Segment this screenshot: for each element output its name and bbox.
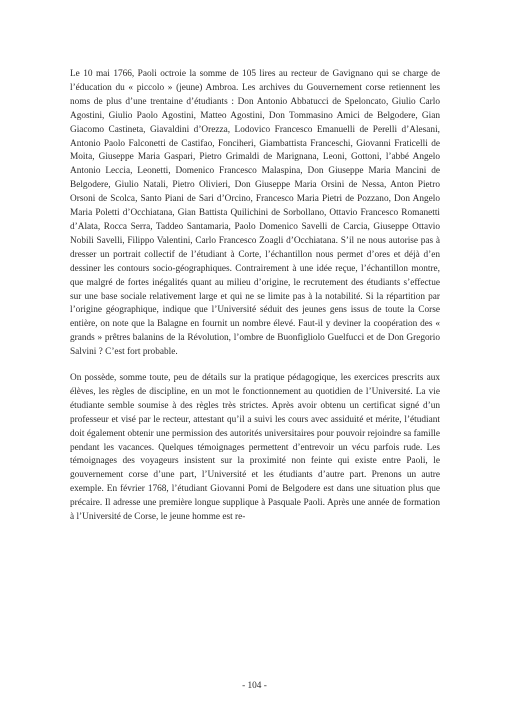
page-number: - 104 -	[242, 681, 267, 691]
paragraph-2: On possède, somme toute, peu de détails sur la pratique pédagogique, les exercices prescrits aux élèves, les règles de discipline, en un mot le fonctionnement au quotidien de l’Université. La vie étudiante semble soumise à des règles très strictes. Après avoir obtenu un certificat signé d’un professeur et visé par le recteur, attestant qu’il a suivi les cours avec assiduité et mérite, l’étudiant doit également obtenir une permission des autorités universitaires pour pouvoir rejoindre sa famille pendant les vacances. Quelques témoignages permettent d’entrevoir un vécu parfois rude. Les témoignages des voyageurs insistent sur la proximité non feinte qui existe entre Paoli, le gouvernement corse d’une part, l’Université et les étudiants d’autre part. Prenons un autre exemple. En février 1768, l’étudiant Giovanni Pomi de Belgodere est dans une situation plus que précaire. Il adresse une première longue supplique à Pasquale Paoli. Après une année de formation à l’Université de Corse, le jeune homme est re-	[70, 373, 440, 523]
paragraph-1: Le 10 mai 1766, Paoli octroie la somme de 105 lires au recteur de Gavignano qui se charge de l’éducation du « piccolo » (jeune) Ambroa. Les archives du Gouvernement corse retiennent les noms de plus d’une trentaine d’étudiants : Don Antonio Abbatucci de Speloncato, Giulio Carlo Agostini, Giulio Paolo Agostini, Matteo Agostini, Don Tommasino Amici de Belgodere, Gian Giacomo Castineta, Giavaldini d’Orezza, Lodovico Francesco Emanuelli de Perelli d’Alesani, Antonio Paolo Falconetti de Castifao, Fonciheri, Giambattista Franceschi, Giovanni Fraticelli de Moita, Giuseppe Maria Gaspari, Pietro Grimaldi de Marignana, Leoni, Gottoni, l’abbé Angelo Antonio Leccia, Leonetti, Domenico Francesco Malaspina, Don Giuseppe Maria Mancini de Belgodere, Giulio Natali, Pietro Olivieri, Don Giuseppe Maria Orsini de Nessa, Anton Pietro Orsoni de Scolca, Santo Piani de Sari d’Orcino, Francesco Maria Pietri de Pozzano, Don Angelo Maria Poletti d’Occhiatana, Gian Battista Quilichini de Sorbollano, Ottavio Francesco Romanetti d’Alata, Rocca Serra, Taddeo Santamaria, Paolo Domenico Savelli de Carcia, Giuseppe Ottavio Nobili Savelli, Filippo Valentini, Carlo Francesco Zoagli d’Occhiatana. S’il ne nous autorise pas à dresser un portrait collectif de l’étudiant à Corte, l’échantillon nous permet d’ores et déjà d’en dessiner les contours socio-géographiques. Contrairement à une idée reçue, l’échantillon montre, que malgré de fortes inégalités quant au milieu d’origine, le recrutement des étudiants s’effectue sur une base sociale relativement large et qui ne se limite pas à la notabilité. Si la répartition par l’origine géographique, indique que l’Université séduit des jeunes gens issus de toute la Corse entière, on note que la Balagne en fournit un nombre élevé. Faut-il y deviner la coopération des « grands » prêtres balanins de la Révolution, l’ombre de Buonfigliolo Guelfucci et de Don Gregorio Salvini ? C’est fort probable.	[70, 69, 440, 358]
body-text	[70, 68, 440, 525]
